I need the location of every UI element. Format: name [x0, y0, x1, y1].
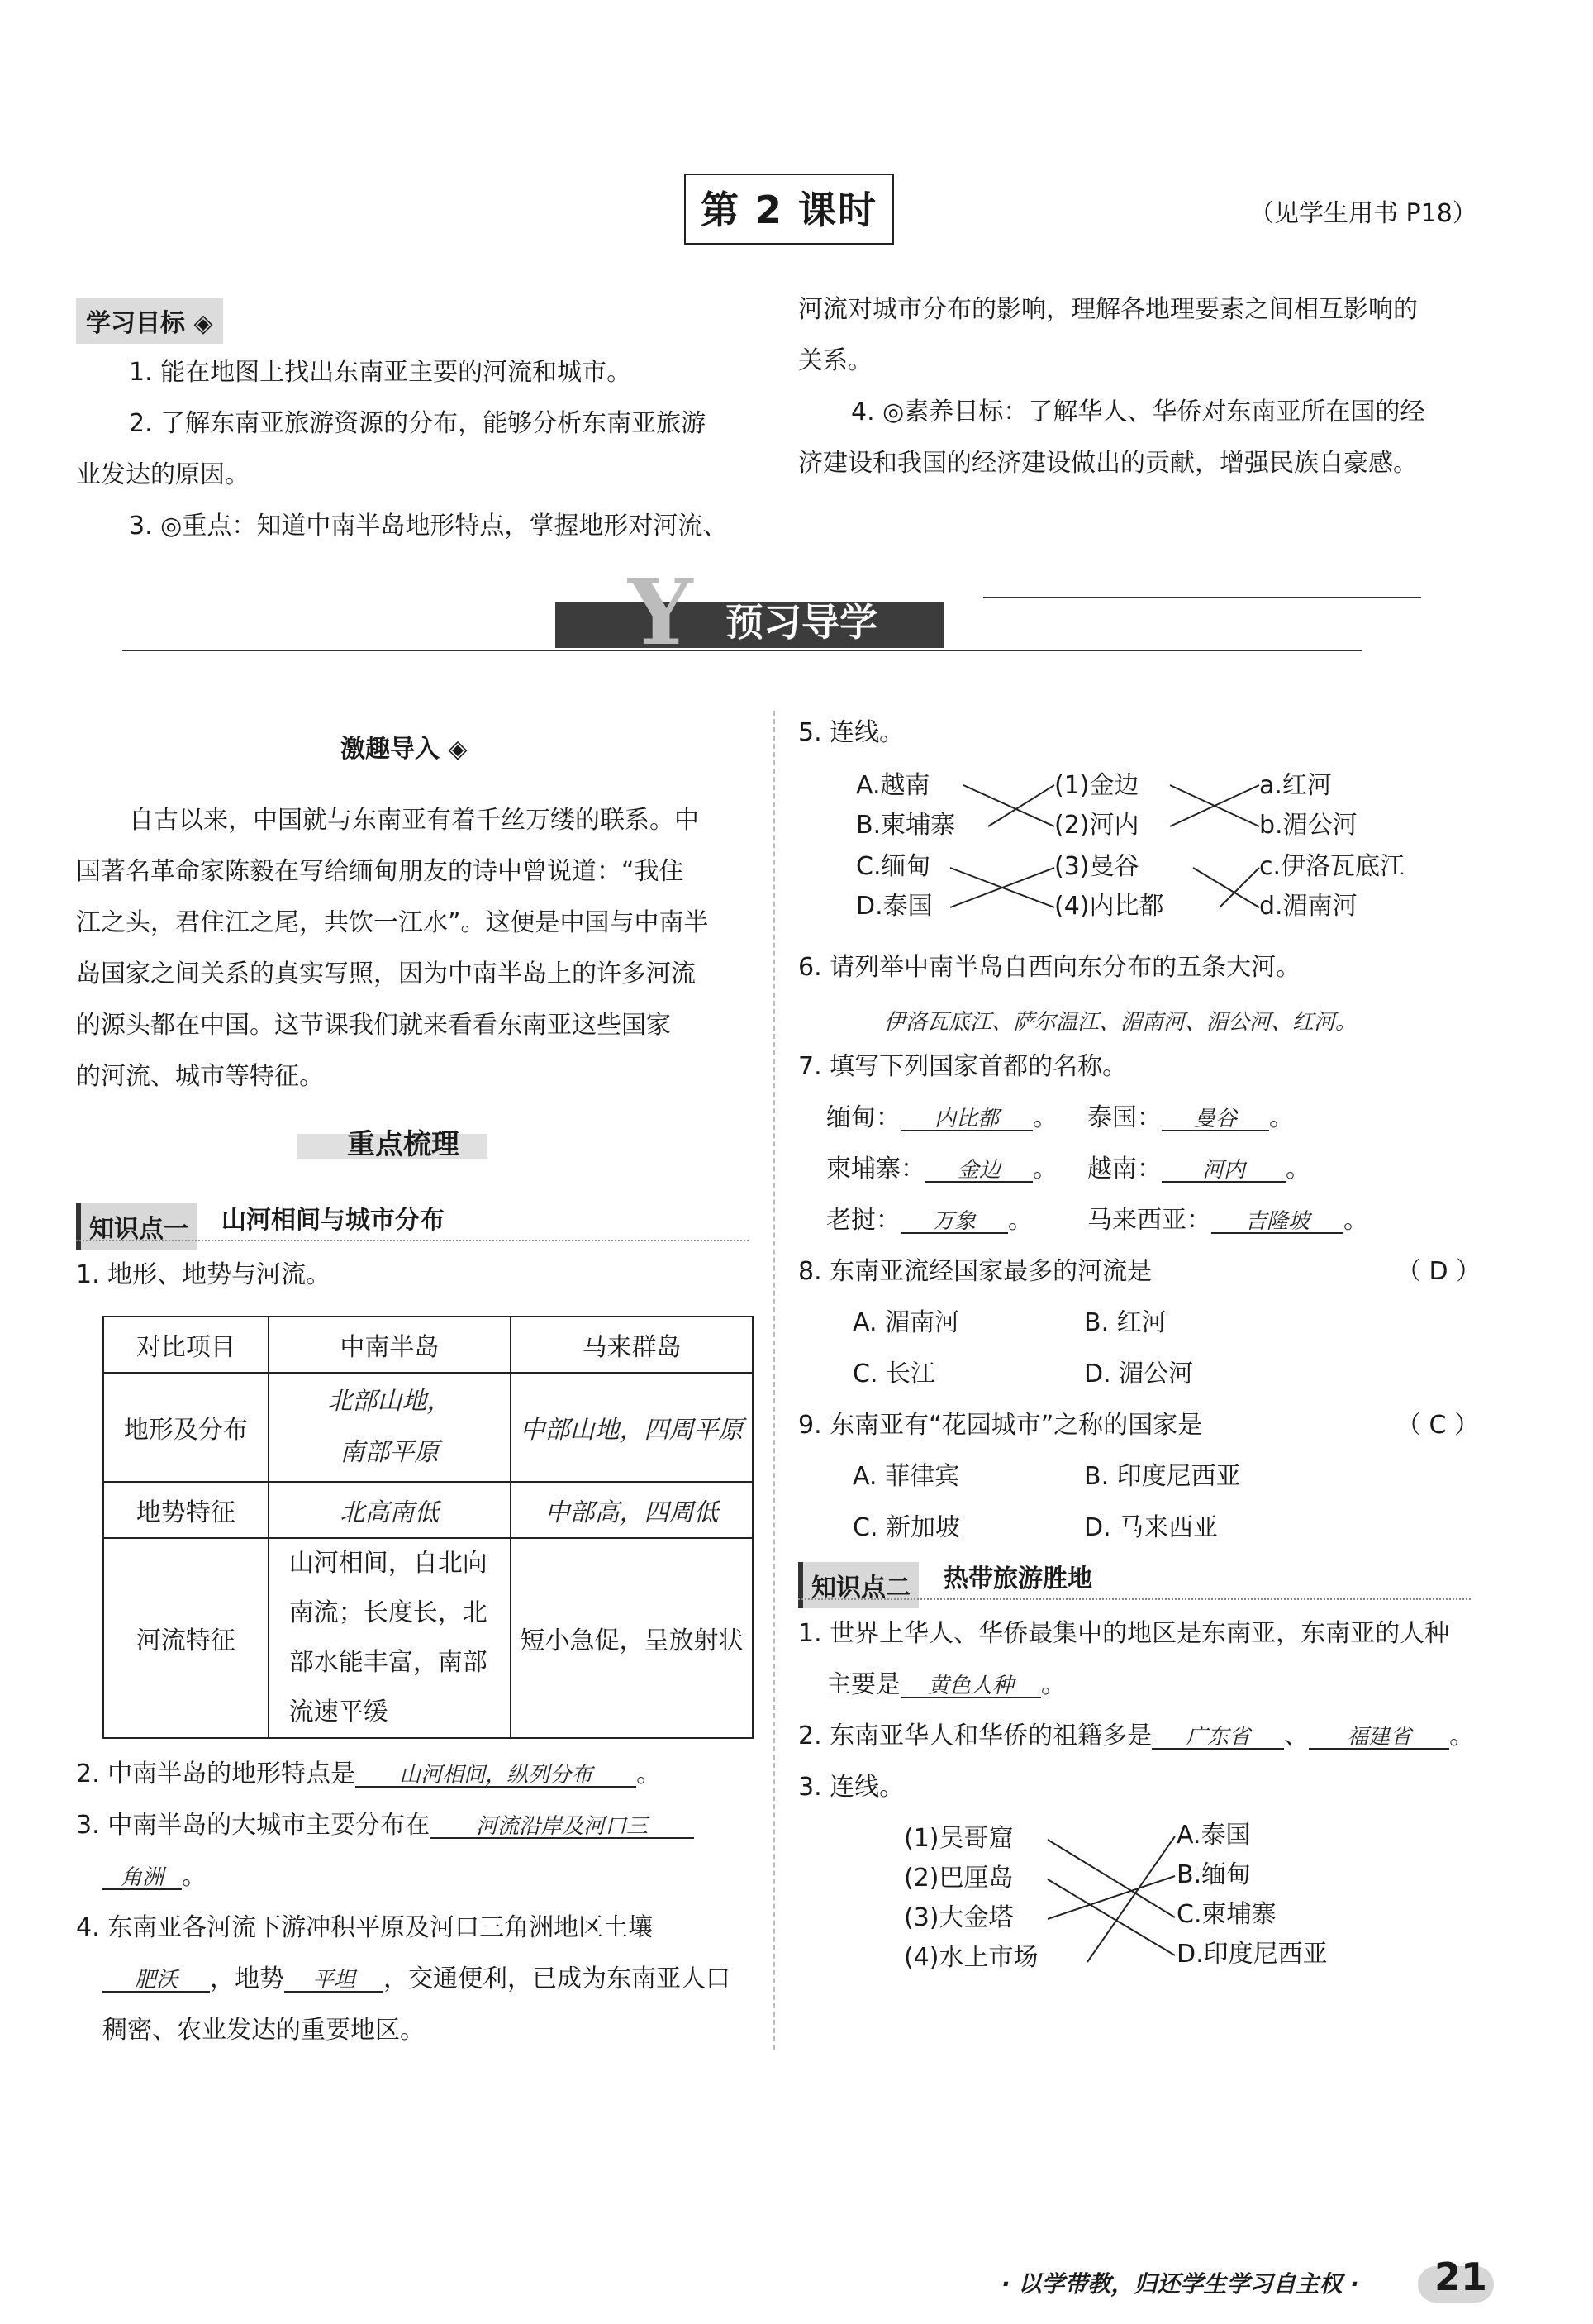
q8: 8. 东南亚流经国家最多的河流是: [798, 1257, 1153, 1286]
intro-label: 激趣导入 ◈: [340, 735, 468, 764]
q7-item: 柬埔寨： 金边 。: [826, 1155, 1058, 1183]
q5-mid-2: (2)河内: [1054, 811, 1139, 840]
q3-right-4: D.印度尼西亚: [1177, 1940, 1328, 1969]
diamond-arrow-icon: ◈: [193, 309, 213, 338]
goals-label: 学习目标 ◈: [76, 298, 223, 344]
q3-left-2: (2)巴厘岛: [904, 1864, 1014, 1893]
table-header: 中南半岛: [269, 1317, 511, 1373]
q3-right-1: A.泰国: [1177, 1821, 1251, 1850]
intro-line-6: 的河流、城市等特征。: [76, 1062, 324, 1091]
answer-blank: 河流沿岸及河口三: [430, 1816, 694, 1839]
match-line: [1048, 1879, 1175, 1955]
q5-right-3: c.伊洛瓦底江: [1259, 852, 1405, 881]
lesson-title: 第 2 课时: [684, 174, 894, 245]
kp1-q3-cont: 角洲 。: [102, 1864, 207, 1890]
q5-mid-4: (4)内比都: [1054, 892, 1164, 921]
answer-blank: 曼谷: [1162, 1108, 1269, 1131]
intro-line-5: 的源头都在中国。这节课我们就来看看东南亚这些国家: [76, 1011, 671, 1040]
kp1-q4-cont: 肥沃 ，地势 平坦 ，交通便利，已成为东南亚人口: [102, 1967, 730, 1993]
q9-answer: （ C ）: [1396, 1411, 1480, 1440]
goal-3: 3. ◎重点：知道中南半岛地形特点，掌握地形对河流、: [129, 512, 728, 541]
kp1-q4-cont2: 稠密、农业发达的重要地区。: [102, 2016, 425, 2045]
kp1-q4: 4. 东南亚各河流下游冲积平原及河口三角洲地区土壤: [76, 1913, 654, 1942]
kp2-q1-cont: 主要是 黄色人种 。: [826, 1670, 1066, 1699]
intro-line-3: 江之头，君住江之尾，共饮一江水”。这便是中国与中南半: [76, 908, 709, 937]
table-cell: 河流特征: [103, 1538, 269, 1738]
q5-right-1: a.红河: [1259, 771, 1332, 800]
answer-blank: 平坦: [284, 1969, 383, 1993]
review-label: 重点梳理: [347, 1128, 459, 1161]
banner-letter: Y: [628, 559, 693, 665]
q5-left-2: B.柬埔寨: [856, 811, 956, 840]
goal-2-cont: 业发达的原因。: [76, 460, 250, 489]
q5-right-4: d.湄南河: [1259, 892, 1358, 921]
q5-left-3: C.缅甸: [856, 852, 931, 881]
diamond-arrow-icon: ◈: [448, 735, 468, 764]
answer-blank: 肥沃: [102, 1969, 210, 1993]
kp1-q3: 3. 中南半岛的大城市主要分布在 河流沿岸及河口三: [76, 1813, 694, 1839]
table-header: 对比项目: [103, 1317, 269, 1373]
q7-item: 越南： 河内 。: [1087, 1155, 1310, 1183]
q5-mid-1: (1)金边: [1054, 771, 1139, 800]
q7-item: 泰国： 曼谷 。: [1087, 1103, 1294, 1132]
match-line: [1048, 1876, 1175, 1919]
table-cell-handwritten: 北高南低: [269, 1482, 511, 1538]
q3-left-1: (1)吴哥窟: [904, 1824, 1014, 1853]
q7-item: 马来西亚： 吉隆坡 。: [1087, 1206, 1368, 1235]
goal-1: 1. 能在地图上找出东南亚主要的河流和城市。: [129, 358, 632, 387]
page-reference: （见学生用书 P18）: [1249, 199, 1477, 228]
match-line: [1048, 1840, 1175, 1917]
kp2-q2: 2. 东南亚华人和华侨的祖籍多是 广东省 、 福建省 。: [798, 1722, 1475, 1750]
q3-right-2: B.缅甸: [1177, 1860, 1252, 1889]
intro-line-1: 自古以来，中国就与东南亚有着千丝万缕的联系。中: [129, 806, 699, 835]
match-line: [1087, 1836, 1175, 1962]
kp2-title: 热带旅游胜地: [944, 1564, 1092, 1593]
table-cell: 地形及分布: [103, 1373, 269, 1482]
goal-3-cont: 河流对城市分布的影响，理解各地理要素之间相互影响的: [798, 295, 1418, 324]
answer-blank: 广东省: [1152, 1726, 1284, 1750]
page-number: 21: [1434, 2255, 1488, 2299]
q5-mid-3: (3)曼谷: [1054, 852, 1139, 881]
intro-line-4: 岛国家之间关系的真实写照，因为中南半岛上的许多河流: [76, 960, 696, 988]
q5-left-1: A.越南: [856, 771, 930, 800]
answer-blank: 河内: [1162, 1160, 1286, 1183]
answer-blank: 金边: [925, 1160, 1033, 1183]
table-cell-handwritten: 中部山地，四周平原: [511, 1373, 753, 1482]
q9-option-d: D. 马来西亚: [1084, 1513, 1219, 1542]
q9-option-c: C. 新加坡: [853, 1513, 961, 1542]
q3-right-3: C.柬埔寨: [1177, 1900, 1277, 1929]
footer-motto: · 以学带教，归还学生学习自主权 ·: [1001, 2270, 1359, 2298]
kp2-q1: 1. 世界上华人、华侨最集中的地区是东南亚，东南亚的人种: [798, 1619, 1450, 1648]
table-cell-handwritten: 北部山地， 南部平原: [269, 1373, 511, 1482]
intro-line-2: 国著名革命家陈毅在写给缅甸朋友的诗中曾说道：“我住: [76, 857, 684, 886]
kp1-label: 知识点一: [76, 1203, 197, 1250]
goal-3-cont2: 关系。: [798, 346, 873, 375]
table-cell: 山河相间，自北向 南流；长度长，北 部水能丰富，南部 流速平缓: [269, 1538, 511, 1738]
answer-blank: 吉隆坡: [1211, 1211, 1343, 1234]
q9: 9. 东南亚有“花园城市”之称的国家是: [798, 1411, 1203, 1440]
answer-blank: 福建省: [1309, 1726, 1449, 1750]
q7-item: 缅甸： 内比都 。: [826, 1103, 1058, 1132]
q8-option-a: A. 湄南河: [853, 1308, 960, 1337]
table-cell: 短小急促，呈放射状: [511, 1538, 753, 1738]
q7-item: 老挝： 万象 。: [826, 1206, 1033, 1235]
q8-option-c: C. 长江: [853, 1360, 936, 1388]
answer-blank: 山河相间，纵列分布: [355, 1764, 636, 1788]
q5-right-2: b.湄公河: [1259, 811, 1358, 840]
table-cell: 地势特征: [103, 1482, 269, 1538]
goal-4-cont: 济建设和我国的经济建设做出的贡献，增强民族自豪感。: [798, 449, 1418, 478]
q6-answer: 伊洛瓦底江、萨尔温江、湄南河、湄公河、红河。: [884, 1010, 1358, 1035]
q9-option-b: B. 印度尼西亚: [1084, 1462, 1241, 1491]
goal-2: 2. 了解东南亚旅游资源的分布，能够分析东南亚旅游: [129, 409, 706, 438]
answer-blank: 内比都: [901, 1108, 1033, 1131]
goal-4: 4. ◎素养目标：了解华人、华侨对东南亚所在国的经: [851, 398, 1425, 426]
answer-blank: 黄色人种: [901, 1675, 1041, 1698]
banner-title: 预习导学: [725, 600, 877, 645]
kp1-q2: 2. 中南半岛的地形特点是 山河相间，纵列分布 。: [76, 1760, 662, 1788]
q8-option-d: D. 湄公河: [1084, 1360, 1194, 1388]
answer-blank: 万象: [901, 1211, 1008, 1234]
kp1-title: 山河相间与城市分布: [221, 1206, 445, 1235]
q8-answer: （ D ）: [1396, 1257, 1481, 1286]
q7: 7. 填写下列国家首都的名称。: [798, 1052, 1128, 1081]
q8-option-b: B. 红河: [1084, 1308, 1167, 1337]
q5-left-4: D.泰国: [856, 892, 933, 921]
table-cell-handwritten: 中部高，四周低: [511, 1482, 753, 1538]
q9-option-a: A. 菲律宾: [853, 1462, 960, 1491]
table-header: 马来群岛: [511, 1317, 753, 1373]
q3-left-4: (4)水上市场: [904, 1943, 1039, 1972]
q3-left-3: (3)大金塔: [904, 1903, 1014, 1932]
kp1-q1: 1. 地形、地势与河流。: [76, 1260, 331, 1289]
kp2-q3: 3. 连线。: [798, 1773, 905, 1802]
q6: 6. 请列举中南半岛自西向东分布的五条大河。: [798, 953, 1301, 982]
answer-blank: 角洲: [102, 1867, 182, 1890]
q5: 5. 连线。: [798, 718, 905, 747]
kp2-label: 知识点二: [798, 1562, 919, 1608]
